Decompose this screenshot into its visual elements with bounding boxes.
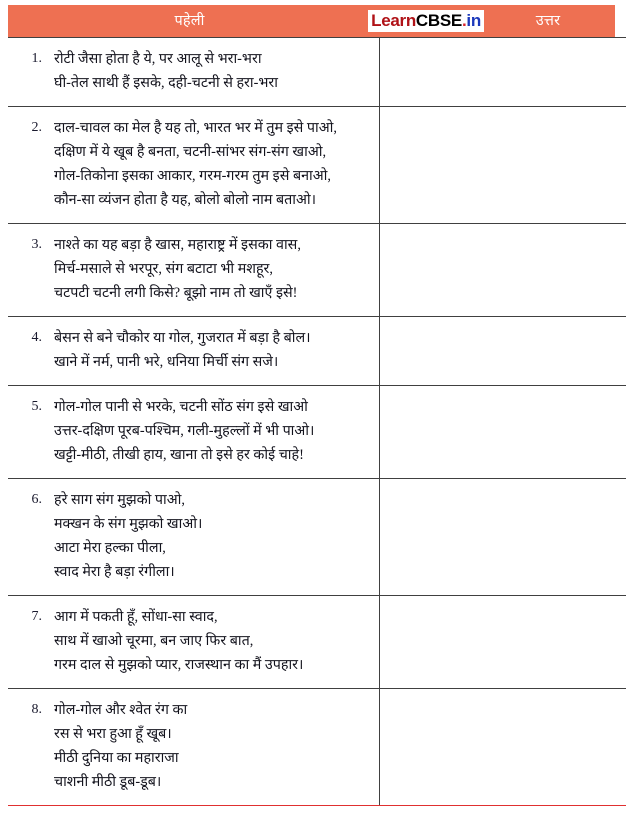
logo-text-in: in — [466, 10, 481, 30]
riddle-line: मिर्च-मसाले से भरपूर, संग बटाटा भी मशहूर, — [54, 261, 273, 277]
logo-text-learn: Learn — [371, 10, 416, 30]
riddle-line: चटपटी चटनी लगी किसे? बूझो नाम तो खाएँ इसे! — [54, 285, 298, 301]
answer-cell[interactable] — [380, 689, 626, 806]
riddle-cell — [8, 107, 380, 224]
riddle-number: 3. — [31, 237, 42, 252]
riddle-content — [8, 326, 371, 374]
header-label-riddle: पहेली — [174, 12, 205, 29]
riddle-number: 5. — [31, 399, 42, 414]
riddle-content — [8, 395, 371, 467]
riddle-lines — [54, 605, 371, 677]
riddle-content — [8, 116, 371, 212]
riddles-table-body — [8, 38, 626, 806]
table-row — [8, 386, 626, 479]
riddle-line: मीठी दुनिया का महाराजा — [54, 750, 179, 766]
riddle-lines — [54, 233, 371, 305]
riddle-lines — [54, 47, 371, 95]
riddle-line: रोटी जैसा होता है ये, पर आलू से भरा-भरा — [54, 51, 262, 67]
riddle-line: दक्षिण में ये खूब है बनता, चटनी-सांभर संग-संग खाओ, — [54, 144, 327, 160]
riddle-lines — [54, 395, 371, 467]
riddle-content — [8, 488, 371, 584]
riddle-line: गोल-तिकोना इसका आकार, गरम-गरम तुम इसे बनाओ, — [54, 168, 331, 184]
riddle-cell — [8, 224, 380, 317]
riddle-line: साथ में खाओ चूरमा, बन जाए फिर बात, — [54, 633, 254, 649]
header-cell-answer — [481, 14, 615, 29]
answer-cell[interactable] — [380, 317, 626, 386]
riddle-line: उत्तर-दक्षिण पूरब-पश्चिम, गली-मुहल्लों में भी पाओ। — [54, 423, 315, 439]
header-label-answer: उत्तर — [535, 12, 561, 29]
riddle-lines — [54, 326, 371, 374]
riddle-content — [8, 698, 371, 794]
riddle-lines — [54, 488, 371, 584]
riddle-line: खाने में नर्म, पानी भरे, धनिया मिर्ची संग सजे। — [54, 354, 279, 370]
riddle-line: रस से भरा हुआ हूँ खूब। — [54, 726, 172, 742]
riddle-number: 2. — [31, 120, 42, 135]
riddle-number: 6. — [31, 492, 42, 507]
riddle-cell — [8, 317, 380, 386]
riddles-table — [8, 37, 626, 806]
riddle-line: स्वाद मेरा है बड़ा रंगीला। — [54, 564, 175, 580]
table-row — [8, 224, 626, 317]
riddle-line: गोल-गोल पानी से भरके, चटनी सोंठ संग इसे खाओ — [54, 399, 308, 415]
table-row — [8, 479, 626, 596]
riddle-line: मक्खन के संग मुझको खाओ। — [54, 516, 203, 532]
riddle-number: 8. — [31, 702, 42, 717]
learncbse-logo — [368, 10, 484, 33]
riddle-cell — [8, 38, 380, 107]
riddle-content — [8, 605, 371, 677]
riddle-line: गोल-गोल और श्वेत रंग का — [54, 702, 188, 718]
riddle-line: कौन-सा व्यंजन होता है यह, बोलो बोलो नाम बताओ। — [54, 192, 317, 208]
riddle-number: 4. — [31, 330, 42, 345]
answer-cell[interactable] — [380, 224, 626, 317]
answer-cell[interactable] — [380, 386, 626, 479]
riddle-line: घी-तेल साथी हैं इसके, दही-चटनी से हरा-भरा — [54, 75, 278, 91]
table-row — [8, 317, 626, 386]
logo-text-dot: . — [461, 10, 467, 30]
logo-text-cbse: CBSE — [415, 10, 462, 30]
riddle-line: आटा मेरा हल्का पीला, — [54, 540, 166, 556]
riddle-number: 7. — [31, 609, 42, 624]
riddle-line: दाल-चावल का मेल है यह तो, भारत भर में तुम इसे पाओ, — [54, 120, 337, 136]
riddle-line: बेसन से बने चौकोर या गोल, गुजरात में बड़ा है बोल। — [54, 330, 311, 346]
answer-cell[interactable] — [380, 479, 626, 596]
answer-cell[interactable] — [380, 107, 626, 224]
riddle-lines — [54, 116, 371, 212]
riddle-cell — [8, 689, 380, 806]
riddle-content — [8, 233, 371, 305]
riddle-number: 1. — [31, 51, 42, 66]
answer-cell[interactable] — [380, 596, 626, 689]
riddle-cell — [8, 479, 380, 596]
table-header-bar — [8, 5, 615, 37]
answer-cell[interactable] — [380, 38, 626, 107]
riddle-cell — [8, 596, 380, 689]
riddle-line: नाश्ते का यह बड़ा है खास, महाराष्ट्र में इसका वास, — [54, 237, 301, 253]
header-cell-riddle — [8, 14, 371, 29]
site-logo — [371, 10, 481, 33]
table-row — [8, 38, 626, 107]
riddle-content — [8, 47, 371, 95]
riddle-line: हरे साग संग मुझको पाओ, — [54, 492, 185, 508]
table-row — [8, 689, 626, 806]
table-row — [8, 596, 626, 689]
riddle-cell — [8, 386, 380, 479]
riddle-line: चाशनी मीठी डूब-डूब। — [54, 774, 162, 790]
riddle-line: खट्टी-मीठी, तीखी हाय, खाना तो इसे हर कोई चाहे! — [54, 447, 304, 463]
riddle-lines — [54, 698, 371, 794]
riddle-line: गरम दाल से मुझको प्यार, राजस्थान का मैं उपहार। — [54, 657, 304, 673]
table-row — [8, 107, 626, 224]
riddle-line: आग में पकती हूँ, सोंधा-सा स्वाद, — [54, 609, 218, 625]
